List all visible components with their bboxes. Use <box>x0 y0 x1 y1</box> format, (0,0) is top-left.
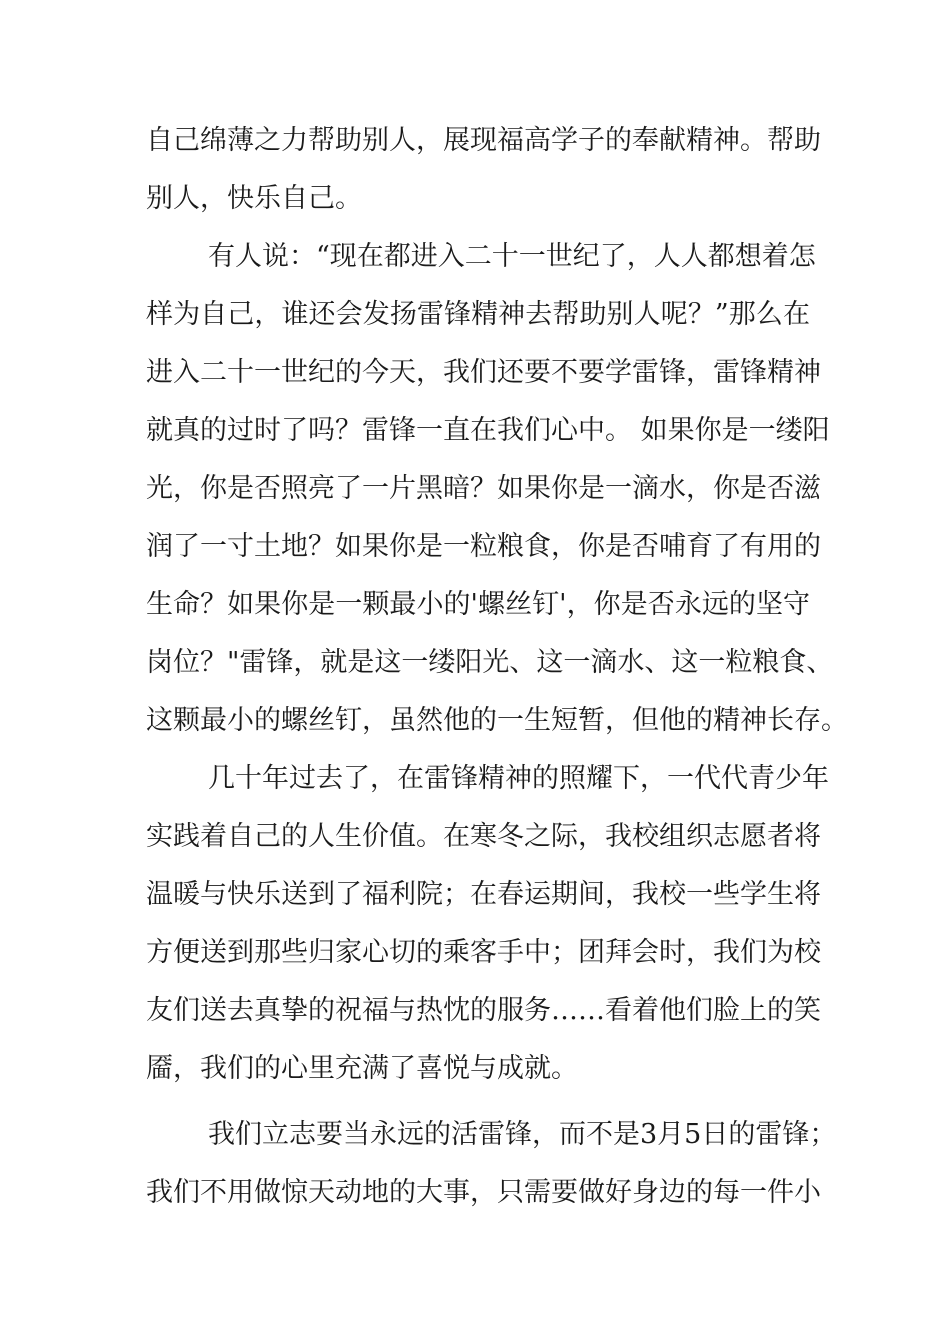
text-line: 我们立志要当永远的活雷锋，而不是3月5日的雷锋； <box>208 1119 837 1150</box>
paragraph-3 <box>146 750 829 1098</box>
text-line: 温暖与快乐送到了福利院；在春运期间，我校一些学生将 <box>146 879 821 910</box>
text-line: 润了一寸土地？如果你是一粒粮食，你是否哺育了有用的 <box>146 531 821 562</box>
text-line: 样为自己，谁还会发扬雷锋精神去帮助别人呢？”那么在 <box>146 299 810 330</box>
text-line: 靥，我们的心里充满了喜悦与成就。 <box>146 1053 578 1084</box>
text-line: 几十年过去了，在雷锋精神的照耀下，一代代青少年 <box>208 763 829 794</box>
text-line: 就真的过时了吗？雷锋一直在我们心中。 如果你是一缕阳 <box>146 415 830 446</box>
text-line: 生命？如果你是一颗最小的'螺丝钉'，你是否永远的坚守 <box>146 589 810 620</box>
text-line: 进入二十一世纪的今天，我们还要不要学雷锋，雷锋精神 <box>146 357 821 388</box>
paragraph-1 <box>146 112 821 228</box>
text-line: 岗位？"雷锋，就是这一缕阳光、这一滴水、这一粒粮食、 <box>146 647 834 678</box>
text-line: 友们送去真挚的祝福与热忱的服务……看着他们脸上的笑 <box>146 995 821 1026</box>
text-line: 方便送到那些归家心切的乘客手中；团拜会时，我们为校 <box>146 937 821 968</box>
document-body <box>146 112 848 1222</box>
paragraph-2 <box>146 228 848 750</box>
text-line: 我们不用做惊天动地的大事，只需要做好身边的每一件小 <box>146 1177 821 1208</box>
text-line: 别人，快乐自己。 <box>146 183 362 214</box>
text-line: 自己绵薄之力帮助别人，展现福高学子的奉献精神。帮助 <box>146 125 821 156</box>
paragraph-gap <box>146 1098 810 1106</box>
paragraph-4 <box>146 1106 837 1222</box>
text-line: 这颗最小的螺丝钉，虽然他的一生短暂，但他的精神长存。 <box>146 705 848 736</box>
text-line: 光，你是否照亮了一片黑暗？如果你是一滴水，你是否滋 <box>146 473 821 504</box>
text-line: 实践着自己的人生价值。在寒冬之际，我校组织志愿者将 <box>146 821 821 852</box>
text-line: 有人说：“现在都进入二十一世纪了，人人都想着怎 <box>208 241 816 272</box>
